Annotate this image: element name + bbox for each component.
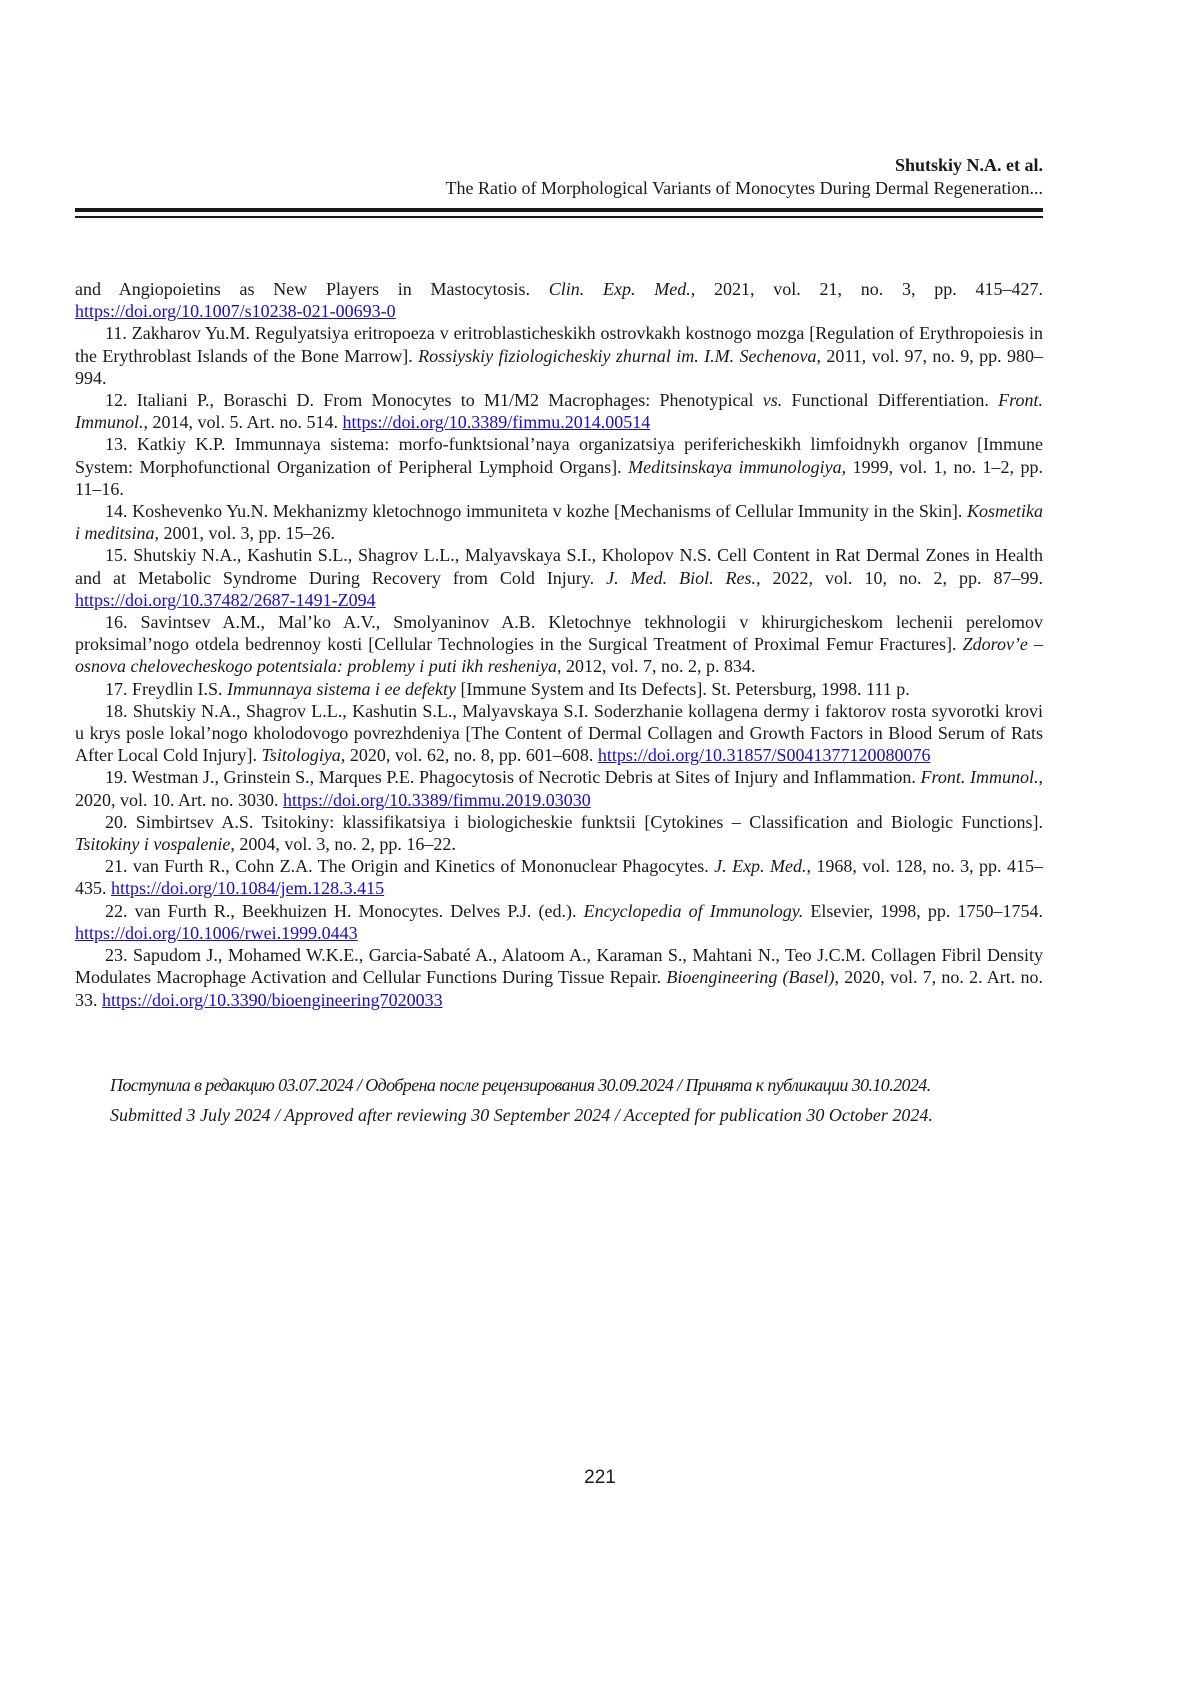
- reference-item: [75, 678, 1043, 700]
- reference-text: , 2001, vol. 3, pp. 15–26.: [154, 523, 336, 544]
- reference-text: and Angiopoietins as New Players in Mastocytosis.: [75, 279, 549, 299]
- reference-text: , 2012, vol. 7, no. 2, p. 834.: [557, 656, 756, 677]
- submission-dates-ru: Поступила в редакцию 03.07.2024 / Одобрена после рецензирования 30.09.2024 / Принята к публикации 30.10.2024.: [110, 1075, 931, 1095]
- reference-text: 12. Italiani P., Boraschi D. From Monocytes to M1/M2 Macrophages: Phenotypical: [105, 390, 763, 411]
- reference-item: [75, 855, 1043, 899]
- reference-text: , 2022, vol. 10, no. 2, pp. 87–99.: [756, 567, 1043, 588]
- reference-item: [75, 500, 1043, 544]
- journal-title: Immunnaya sistema i ee defekty: [227, 678, 456, 699]
- reference-text: 19. Westman J., Grinstein S., Marques P.E. Phagocytosis of Necrotic Debris at Sites of Injury and Inflammation.: [105, 767, 921, 788]
- submission-dates: [110, 1070, 1043, 1130]
- reference-text: [Immune System and Its Defects]. St. Petersburg, 1998. 111 p.: [455, 678, 910, 699]
- reference-item: [75, 900, 1043, 944]
- journal-title: Zdorov’e – osnova chelovecheskogo potentsiala: problemy i puti ikh resheniya: [75, 634, 1043, 677]
- reference-text: , 2020, vol. 7, no. 2. Art. no. 33.: [75, 967, 1043, 1010]
- reference-text: 20. Simbirtsev A.S. Tsitokiny: klassifikatsiya i biologicheskie funktsii [Cytokines – Classification and Biologic Functions].: [105, 811, 1043, 832]
- reference-text: 21. van Furth R., Cohn Z.A. The Origin and Kinetics of Mononuclear Phagocytes.: [105, 856, 715, 877]
- reference-text: 23. Sapudom J., Mohamed W.K.E., Garcia-Sabaté A., Alatoom A., Karaman S., Mahtani N., Teo J.C.M. Collagen Fibril Density Modulates Macrophage Activation and Cellular Functions During Tissue Repair.: [75, 945, 1043, 988]
- reference-text: 14. Koshevenko Yu.N. Mekhanizmy kletochnogo immuniteta v kozhe [Mechanisms of Cellular Immunity in the Skin].: [105, 501, 967, 522]
- page-number: 221: [584, 1467, 616, 1488]
- journal-title: Bioengineering (Basel): [666, 967, 835, 988]
- reference-text: , 2014, vol. 5. Art. no. 514.: [143, 412, 343, 433]
- reference-text: 16. Savintsev A.M., Mal’ko A.V., Smolyaninov A.B. Kletochnye tekhnologii v khirurgicheskom lechenii perelomov proksimal’nogo otdela bedrennoy kosti [Cellular Technologies in the Surgical Treatment of Proximal Femur Fractures].: [75, 612, 1043, 655]
- reference-item: [75, 700, 1043, 767]
- running-header: [75, 154, 1043, 200]
- journal-title: Rossiyskiy fiziologicheskiy zhurnal im. I.M. Sechenova: [418, 345, 817, 366]
- reference-item: [75, 766, 1043, 810]
- reference-text: Elsevier, 1998, pp. 1750–1754.: [803, 900, 1043, 921]
- submission-dates-en: Submitted 3 July 2024 / Approved after reviewing 30 September 2024 / Accepted for publication 30 October 2024.: [110, 1105, 933, 1125]
- doi-link[interactable]: https://doi.org/10.3390/bioengineering7020033: [102, 989, 443, 1010]
- reference-text: , 2020, vol. 10. Art. no. 3030.: [75, 767, 1043, 810]
- doi-link[interactable]: https://doi.org/10.3389/fimmu.2014.00514: [342, 412, 651, 433]
- reference-text: , 2020, vol. 62, no. 8, pp. 601–608.: [340, 745, 598, 766]
- header-rule-thin: [75, 216, 1043, 218]
- journal-title: J. Med. Biol. Res.: [606, 567, 757, 588]
- reference-text: , 2021, vol. 21, no. 3, pp. 415–427.: [690, 279, 1043, 299]
- reference-item: [75, 433, 1043, 500]
- header-title: The Ratio of Morphological Variants of Monocytes During Dermal Regeneration...: [445, 178, 1043, 198]
- reference-item: [75, 544, 1043, 611]
- reference-text: , 1999, vol. 1, no. 1–2, pp. 11–16.: [75, 456, 1043, 499]
- doi-link[interactable]: https://doi.org/10.1084/jem.128.3.415: [111, 878, 385, 899]
- reference-text: 22. van Furth R., Beekhuizen H. Monocytes. Delves P.J. (ed.).: [105, 900, 584, 921]
- journal-title: J. Exp. Med.: [714, 856, 807, 877]
- reference-text: 17. Freydlin I.S.: [105, 678, 228, 699]
- doi-link[interactable]: https://doi.org/10.31857/S0041377120080076: [597, 745, 931, 766]
- reference-item: [75, 611, 1043, 678]
- journal-title: vs.: [762, 390, 783, 411]
- reference-text: 18. Shutskiy N.A., Shagrov L.L., Kashutin S.L., Malyavskaya S.I. Soderzhanie kollagena dermy i faktorov rosta syvorotki krovi u krys posle lokal’nogo kholodovogo povrezhdeniya [The Content of Dermal Collagen and Growth Factors in Blood Serum of Rats After Local Cold Injury].: [75, 700, 1043, 766]
- reference-item: [75, 278, 1043, 322]
- reference-text: Functional Differentiation.: [782, 390, 999, 411]
- journal-title: Encyclopedia of Immunology.: [583, 900, 804, 921]
- reference-text: 13. Katkiy K.P. Immunnaya sistema: morfo-funktsional’naya organizatsiya perifericheskikh limfoidnykh organov [Immune System: Morphofunctional Organization of Peripheral Lymphoid Organs].: [75, 434, 1043, 477]
- doi-link[interactable]: https://doi.org/10.1007/s10238-021-00693-0: [75, 301, 396, 322]
- journal-title: Front. Immunol.: [75, 390, 1043, 433]
- doi-link[interactable]: https://doi.org/10.1006/rwei.1999.0443: [75, 922, 358, 943]
- header-authors: Shutskiy N.A. et al.: [894, 155, 1043, 175]
- reference-item: [75, 944, 1043, 1011]
- reference-text: 11. Zakharov Yu.M. Regulyatsiya eritropoeza v eritroblasticheskikh ostrovkakh kostnogo mozga [Regulation of Erythropoiesis in the Erythroblast Islands of the Bone Marrow].: [75, 323, 1043, 366]
- journal-title: Front. Immunol.: [920, 767, 1039, 788]
- reference-text: , 2011, vol. 97, no. 9, pp. 980–994.: [75, 345, 1043, 388]
- reference-item: [75, 389, 1043, 433]
- journal-title: Meditsinskaya immunologiya: [628, 456, 842, 477]
- header-rule-thick: [75, 208, 1043, 212]
- reference-text: , 2004, vol. 3, no. 2, pp. 16–22.: [230, 834, 456, 855]
- reference-text: 15. Shutskiy N.A., Kashutin S.L., Shagrov L.L., Malyavskaya S.I., Kholopov N.S. Cell Content in Rat Dermal Zones in Health and at Metabolic Syndrome During Recovery from Cold Injury.: [75, 545, 1043, 588]
- reference-item: [75, 811, 1043, 855]
- journal-title: Kosmetika i meditsina: [75, 501, 1043, 544]
- reference-text: , 1968, vol. 128, no. 3, pp. 415–435.: [75, 856, 1043, 899]
- journal-title: Tsitologiya: [261, 745, 341, 766]
- reference-list: [75, 278, 1043, 1011]
- journal-title: Clin. Exp. Med.: [548, 279, 691, 299]
- journal-title: Tsitokiny i vospalenie: [75, 834, 231, 855]
- doi-link[interactable]: https://doi.org/10.3389/fimmu.2019.03030: [283, 789, 591, 810]
- doi-link[interactable]: https://doi.org/10.37482/2687-1491-Z094: [75, 589, 376, 610]
- reference-item: [75, 322, 1043, 389]
